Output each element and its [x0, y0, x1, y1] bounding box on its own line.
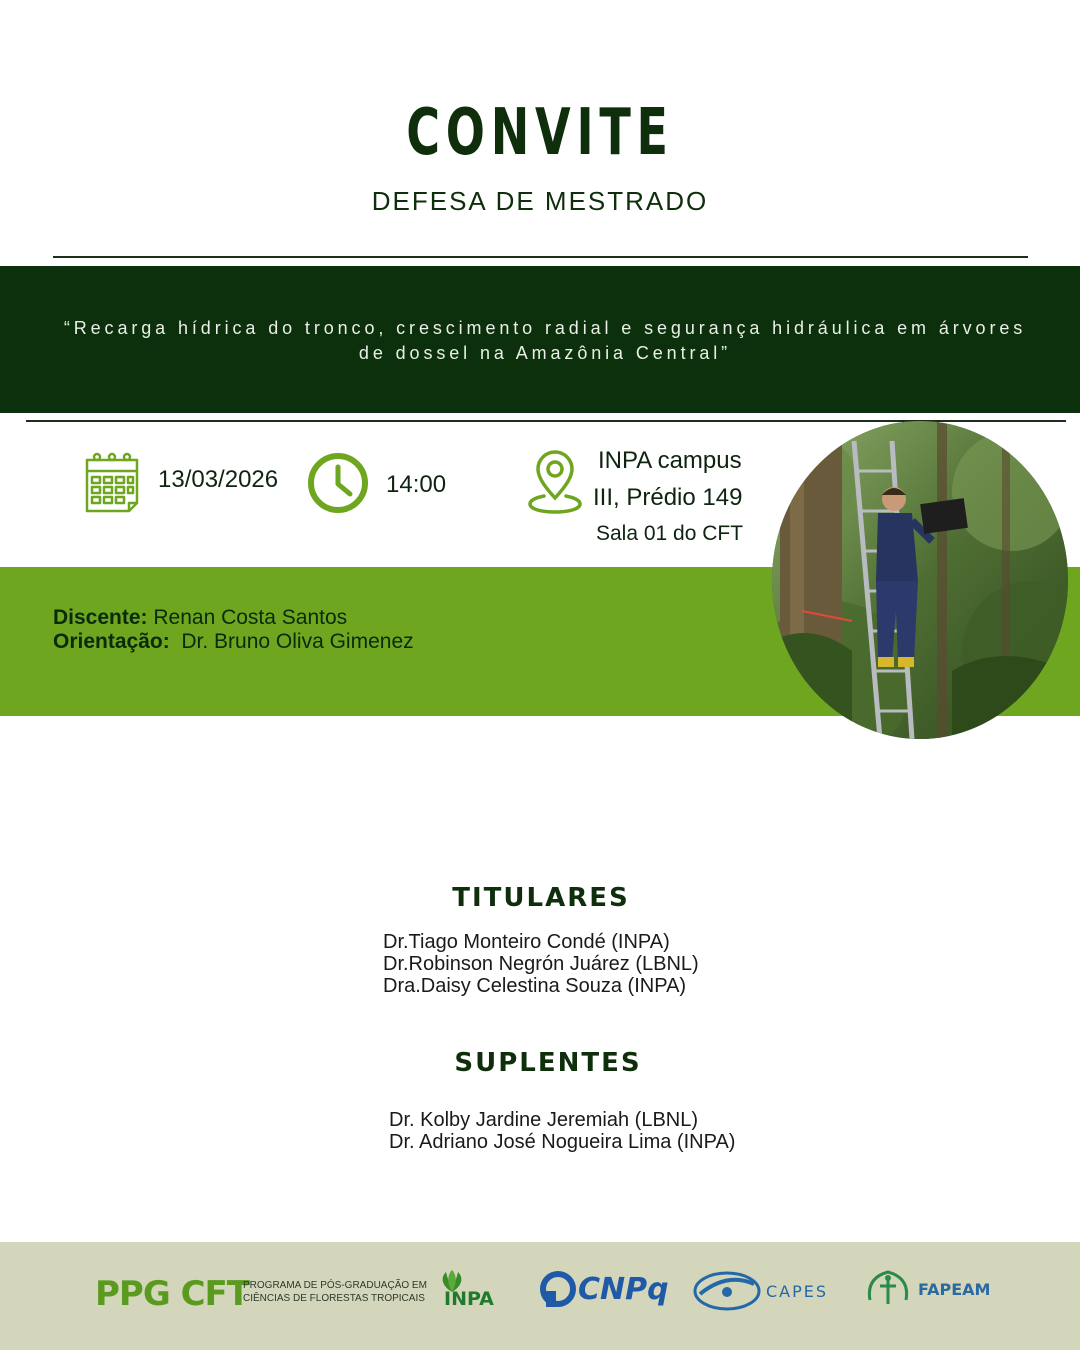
titulares-heading: TITULARES	[452, 883, 630, 913]
titular-member: Dr.Tiago Monteiro Condé (INPA)	[383, 931, 670, 953]
advisor-name: Dr. Bruno Oliva Gimenez	[181, 630, 414, 653]
thesis-title-line-2: de dossel na Amazônia Central”	[358, 343, 732, 363]
invitation-title: CONVITE	[406, 96, 674, 170]
thesis-title-line-1: “Recarga hídrica do tronco, crescimento radial e segurança hidráulica em árvores	[63, 318, 1027, 338]
ppg-cft-logo: PPG CFT	[95, 1274, 249, 1314]
titular-member: Dra.Daisy Celestina Souza (INPA)	[383, 975, 687, 997]
ppg-sub-line-1: PROGRAMA DE PÓS-GRADUAÇÃO EM	[243, 1280, 427, 1291]
location-line-1: INPA campus	[598, 447, 742, 474]
location-pin-icon	[526, 448, 584, 514]
suplentes-list	[389, 1109, 735, 1153]
thesis-band	[0, 266, 1080, 413]
event-date: 13/03/2026	[158, 466, 279, 493]
advisor-label: Orientação:	[53, 630, 170, 653]
student-name: Renan Costa Santos	[153, 606, 348, 629]
advisor-row	[53, 630, 414, 654]
capes-logo: CAPES	[766, 1282, 829, 1301]
cnpq-logo: CNPq	[578, 1272, 669, 1307]
sponsor-footer	[0, 1242, 1080, 1350]
student-row	[53, 606, 414, 630]
capes-globe-icon	[692, 1266, 762, 1312]
event-subtitle: DEFESA DE MESTRADO	[371, 186, 709, 216]
calendar-icon	[83, 451, 141, 513]
suplentes-heading: SUPLENTES	[454, 1048, 642, 1078]
titular-member: Dr.Robinson Negrón Juárez (LBNL)	[383, 953, 699, 975]
cnpq-mark-icon	[538, 1269, 578, 1309]
people-info	[53, 606, 414, 654]
inpa-logo: INPA	[444, 1288, 494, 1310]
student-photo	[772, 421, 1068, 739]
event-time: 14:00	[386, 471, 447, 498]
ppg-cft-subtitle	[243, 1279, 427, 1305]
titulares-list	[383, 931, 699, 997]
top-divider	[53, 256, 1028, 258]
location-line-2: III, Prédio 149	[593, 484, 743, 511]
student-label: Discente:	[53, 606, 148, 629]
suplente-member: Dr. Adriano José Nogueira Lima (INPA)	[389, 1131, 736, 1153]
location-line-3: Sala 01 do CFT	[596, 522, 744, 545]
fapeam-logo: FAPEAM	[918, 1280, 991, 1299]
thesis-title	[20, 316, 1070, 366]
clock-icon	[307, 452, 369, 514]
forest-photo-illustration	[772, 421, 1068, 739]
fapeam-emblem-icon	[864, 1268, 912, 1308]
suplente-member: Dr. Kolby Jardine Jeremiah (LBNL)	[389, 1109, 699, 1131]
ppg-sub-line-2: CIÊNCIAS DE FLORESTAS TROPICAIS	[243, 1293, 425, 1304]
